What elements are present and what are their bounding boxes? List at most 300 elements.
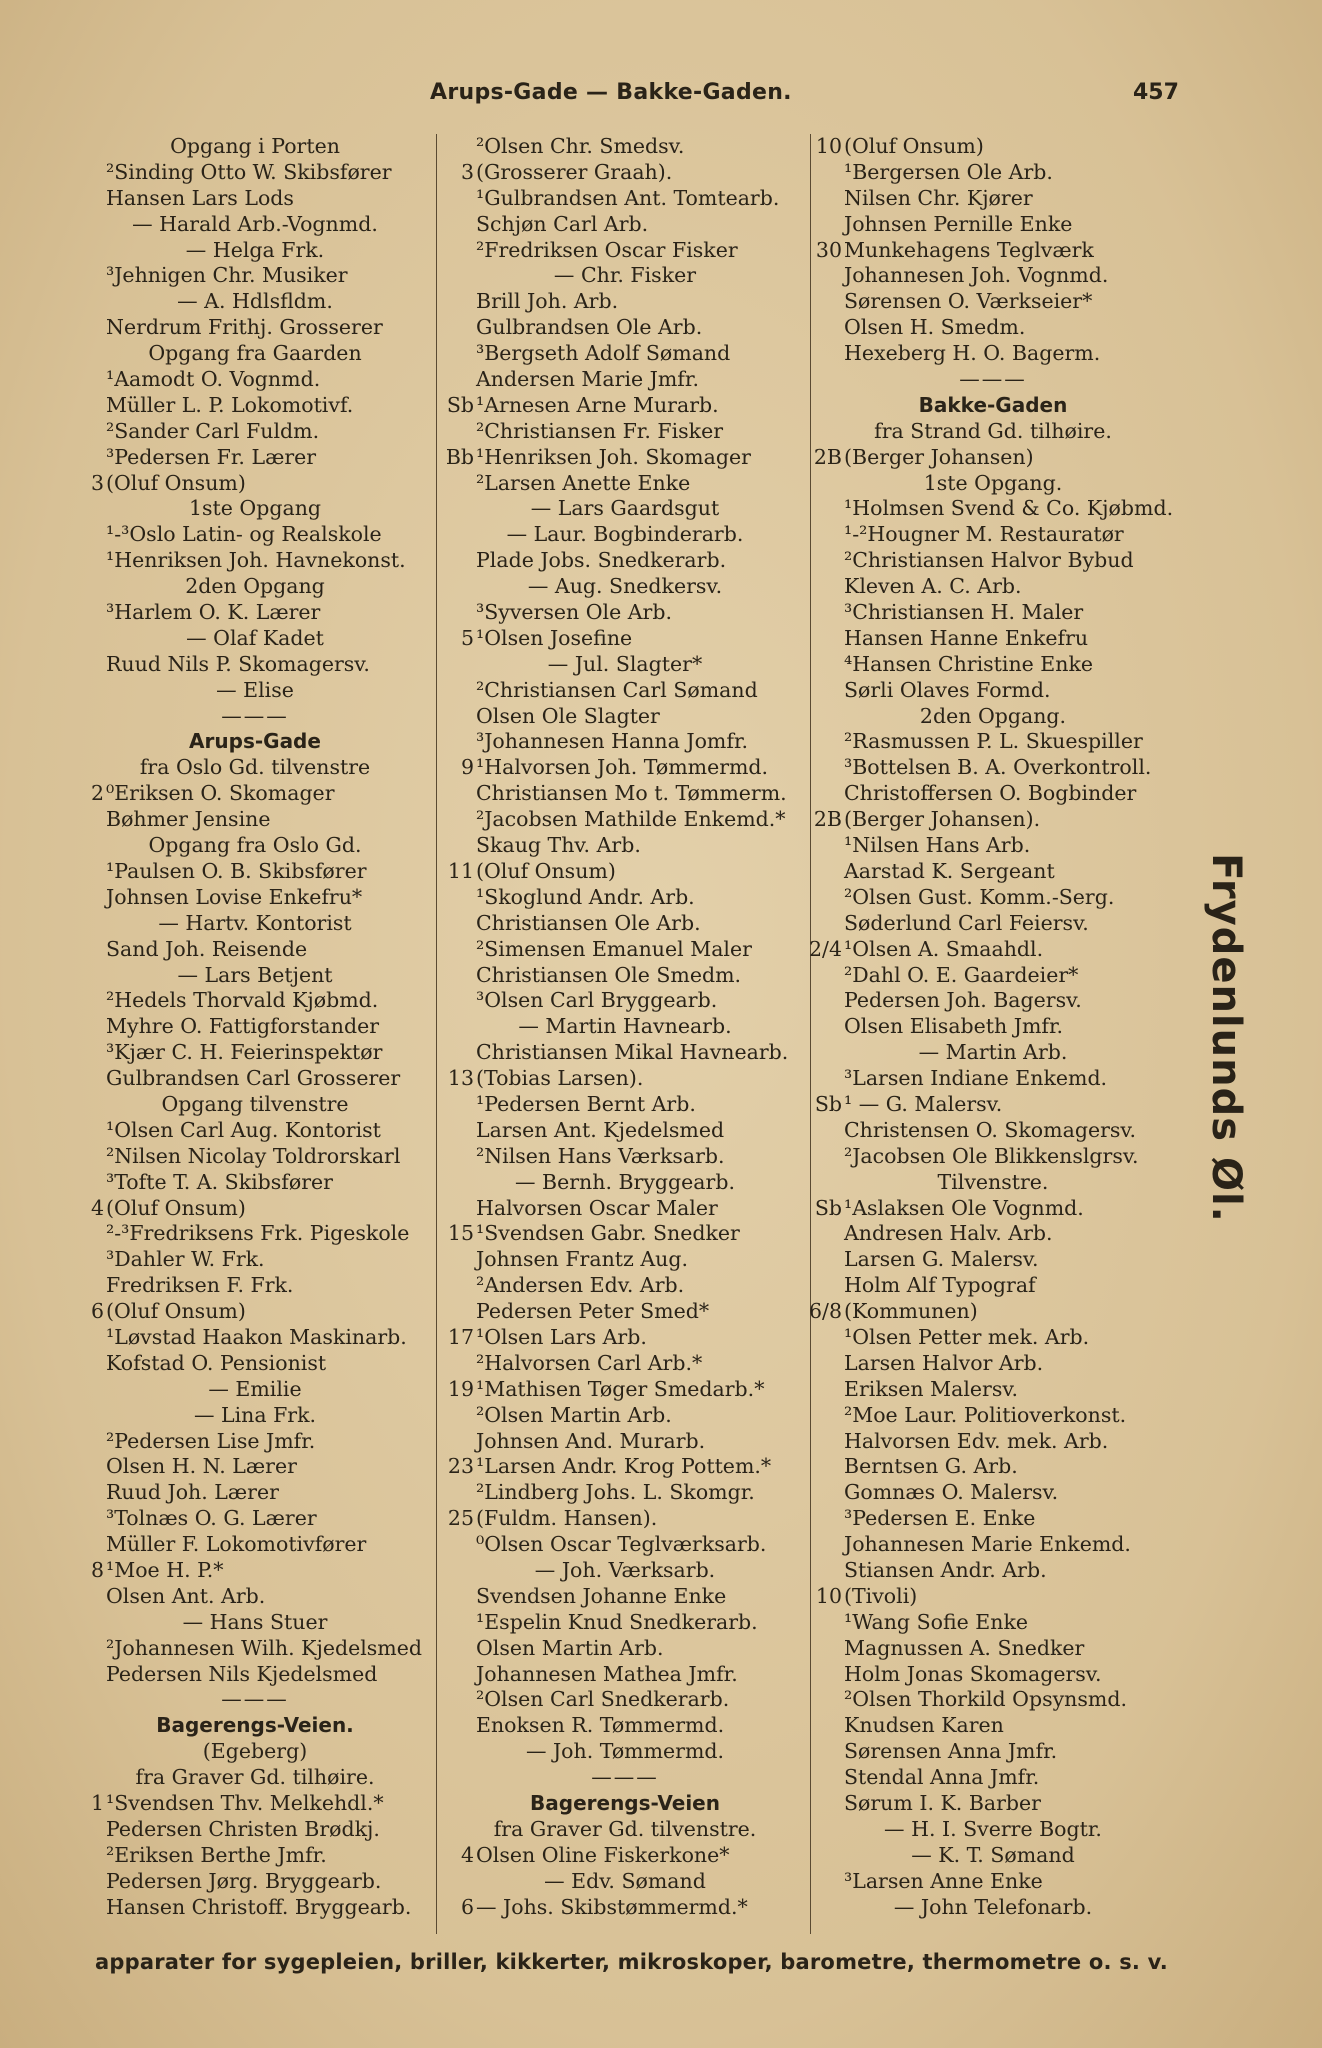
directory-entry	[440, 678, 810, 704]
directory-entry	[440, 755, 810, 781]
directory-entry	[70, 445, 440, 471]
entry-text: 2den Opgang	[185, 574, 325, 599]
directory-entry	[70, 1532, 440, 1558]
directory-entry	[440, 134, 810, 160]
directory-entry	[70, 419, 440, 445]
directory-entry	[440, 1299, 810, 1325]
directory-entry	[808, 1687, 1178, 1713]
directory-entry	[808, 1610, 1178, 1636]
entry-text: ³Kjær C. H. Feierinspektør	[106, 1040, 383, 1065]
directory-entry	[808, 1144, 1178, 1170]
directory-entry	[70, 937, 440, 963]
entry-text: Plade Jobs. Snedkerarb.	[476, 548, 727, 573]
directory-entry	[440, 1506, 810, 1532]
entry-text: Bagerengs-Veien.	[156, 1713, 354, 1738]
entry-text: Olsen Martin Arb.	[476, 1635, 664, 1660]
entry-text: fra Strand Gd. tilhøire.	[874, 418, 1112, 443]
entry-text: (Grosserer Graah).	[476, 159, 673, 184]
entry-text: ²Christiansen Halvor Bybud	[844, 548, 1134, 573]
entry-text: ²Moe Laur. Politioverkonst.	[844, 1402, 1127, 1427]
entry-text: ²-³Fredriksens Frk. Pigeskole	[106, 1221, 410, 1246]
house-number: 2	[90, 781, 104, 806]
entry-text: Opgang fra Gaarden	[148, 341, 362, 366]
house-number: 15	[447, 1221, 474, 1246]
entry-text: — Martin Arb.	[918, 1040, 1068, 1065]
directory-entry	[440, 160, 810, 186]
directory-entry	[440, 963, 810, 989]
directory-entry	[440, 212, 810, 238]
entry-text: Christiansen Ole Arb.	[476, 910, 701, 935]
entry-text: Johnsen Pernille Enke	[844, 211, 1073, 236]
entry-text: ¹Halvorsen Joh. Tømmermd.	[476, 755, 769, 780]
entry-text: Pedersen Christen Brødkj.	[106, 1816, 380, 1841]
house-number: 3	[460, 159, 474, 184]
entry-text: Holm Jonas Skomagersv.	[844, 1661, 1102, 1686]
entry-text: — Chr. Fisker	[553, 263, 697, 288]
house-number: Sb	[814, 1091, 842, 1116]
directory-entry	[70, 212, 440, 238]
entry-text: Pedersen Joh. Bagersv.	[844, 988, 1082, 1013]
section-heading	[70, 729, 440, 755]
directory-entry	[808, 1118, 1178, 1144]
entry-text: Munkehagens Teglværk	[844, 237, 1094, 262]
entry-text: ⁰Olsen Oscar Teglværksarb.	[476, 1532, 767, 1557]
column-3	[808, 134, 1178, 1920]
directory-entry	[70, 160, 440, 186]
directory-entry	[440, 367, 810, 393]
entry-text: Halvorsen Oscar Maler	[476, 1195, 718, 1220]
directory-entry	[440, 1144, 810, 1170]
entry-text: Andersen Marie Jmfr.	[476, 367, 699, 392]
house-number: 2B	[813, 807, 842, 832]
entry-text: ²Rasmussen P. L. Skuespiller	[844, 729, 1143, 754]
directory-entry	[808, 1196, 1178, 1222]
entry-text: — Jul. Slagter*	[547, 651, 703, 676]
entry-text: ³Pedersen E. Enke	[844, 1506, 1036, 1531]
directory-entry	[70, 1273, 440, 1299]
house-number: 8	[90, 1557, 104, 1582]
directory-entry	[440, 1273, 810, 1299]
entry-text: Eriksen Malersv.	[844, 1376, 1018, 1401]
house-number: 23	[447, 1454, 474, 1479]
house-number: 19	[447, 1376, 474, 1401]
entry-text: (Oluf Onsum)	[106, 1299, 246, 1324]
entry-text: Olsen Ole Slagter	[476, 703, 660, 728]
directory-entry	[808, 1040, 1178, 1066]
house-number: 13	[447, 1066, 474, 1091]
directory-entry	[70, 1377, 440, 1403]
directory-entry	[440, 1662, 810, 1688]
directory-entry	[808, 859, 1178, 885]
directory-entry	[440, 988, 810, 1014]
entry-text: ¹Olsen Lars Arb.	[476, 1324, 647, 1349]
directory-entry	[808, 911, 1178, 937]
directory-entry	[70, 1247, 440, 1273]
entry-text: ²Nilsen Hans Værksarb.	[476, 1143, 725, 1168]
directory-entry	[440, 1040, 810, 1066]
directory-entry	[440, 289, 810, 315]
directory-entry	[808, 1403, 1178, 1429]
entry-text: Gulbrandsen Carl Grosserer	[106, 1066, 401, 1091]
entry-text: Knudsen Karen	[844, 1713, 1004, 1738]
directory-entry	[70, 1299, 440, 1325]
directory-entry	[440, 1687, 810, 1713]
entry-text: ³Olsen Carl Bryggearb.	[476, 988, 718, 1013]
entry-text: — Harald Arb.-Vognmd.	[132, 211, 378, 236]
entry-text: Gomnæs O. Malersv.	[844, 1480, 1059, 1505]
directory-entry	[440, 341, 810, 367]
entry-text: — Helga Frk.	[185, 237, 325, 262]
entry-text: ¹Svendsen Thv. Melkehdl.*	[106, 1791, 384, 1815]
directory-entry	[440, 729, 810, 755]
entry-text: ²Olsen Thorkild Opsynsmd.	[844, 1687, 1127, 1712]
entry-text: Christensen O. Skomagersv.	[844, 1117, 1137, 1142]
entry-text: Tilvenstre.	[937, 1169, 1049, 1194]
directory-entry	[70, 600, 440, 626]
entry-text: — K. T. Sømand	[911, 1842, 1075, 1867]
entry-text: ³Christiansen H. Maler	[844, 600, 1084, 625]
entry-text: Stiansen Andr. Arb.	[844, 1557, 1047, 1582]
directory-entry	[440, 393, 810, 419]
entry-text: Aarstad K. Sergeant	[844, 858, 1055, 883]
entry-text: Christoffersen O. Bogbinder	[844, 781, 1137, 806]
directory-entry	[70, 341, 440, 367]
directory-entry	[808, 1325, 1178, 1351]
entry-text: ¹Larsen Andr. Krog Pottem.*	[476, 1454, 772, 1479]
directory-entry	[440, 781, 810, 807]
directory-entry	[70, 1144, 440, 1170]
directory-entry	[440, 1066, 810, 1092]
entry-text: — Joh. Tømmermd.	[525, 1739, 725, 1764]
entry-text: ¹Bergersen Ole Arb.	[844, 159, 1053, 184]
directory-entry	[440, 807, 810, 833]
directory-entry	[440, 1221, 810, 1247]
entry-text: — Johs. Skibstømmermd.*	[476, 1894, 748, 1919]
directory-entry	[70, 807, 440, 833]
house-number: 10	[815, 134, 842, 158]
directory-entry	[808, 445, 1178, 471]
directory-entry	[70, 186, 440, 212]
entry-text: ———	[221, 703, 289, 728]
directory-entry	[808, 937, 1178, 963]
directory-entry	[440, 445, 810, 471]
entry-text: Johnsen And. Murarb.	[476, 1428, 706, 1453]
entry-text: ¹Olsen A. Smaahdl.	[844, 936, 1044, 961]
directory-entry	[70, 238, 440, 264]
house-number: 2B	[813, 444, 842, 469]
entry-text: (Oluf Onsum)	[106, 470, 246, 495]
entry-text: ²Lindberg Johs. L. Skomgr.	[476, 1480, 755, 1505]
entry-text: Olsen H. Smedm.	[844, 315, 1026, 340]
directory-entry	[70, 548, 440, 574]
directory-entry	[70, 1196, 440, 1222]
entry-text: ²Olsen Gust. Komm.-Serg.	[844, 884, 1115, 909]
entry-text: Larsen Ant. Kjedelsmed	[476, 1117, 725, 1142]
section-heading	[440, 1791, 810, 1817]
entry-text: ²Andersen Edv. Arb.	[476, 1273, 685, 1298]
directory-entry	[808, 652, 1178, 678]
entry-text: ²Pedersen Lise Jmfr.	[106, 1428, 316, 1453]
entry-text: — Laur. Bogbinderarb.	[506, 522, 744, 547]
entry-text: ⁴Hansen Christine Enke	[844, 651, 1094, 676]
entry-text: ———	[221, 1687, 289, 1712]
entry-text: — Bernh. Bryggearb.	[515, 1169, 735, 1194]
entry-text: Kofstad O. Pensionist	[106, 1350, 327, 1375]
entry-text: — Emilie	[208, 1376, 302, 1401]
directory-entry	[70, 1480, 440, 1506]
entry-text: ¹Henriksen Joh. Skomager	[476, 444, 751, 469]
directory-entry	[440, 704, 810, 730]
directory-entry	[440, 471, 810, 497]
directory-entry	[808, 885, 1178, 911]
entry-text: ²Nilsen Nicolay Toldrorskarl	[106, 1143, 401, 1168]
entry-text: Sørli Olaves Formd.	[844, 677, 1051, 702]
directory-entry	[808, 1351, 1178, 1377]
entry-text: ²Simensen Emanuel Maler	[476, 936, 752, 961]
directory-entry	[808, 1636, 1178, 1662]
house-number: 6	[90, 1299, 104, 1324]
entry-text: Berntsen G. Arb.	[844, 1454, 1018, 1479]
entry-text: ¹Paulsen O. B. Skibsfører	[106, 858, 367, 883]
directory-entry	[808, 1221, 1178, 1247]
directory-entry	[440, 1118, 810, 1144]
directory-entry	[70, 963, 440, 989]
directory-entry	[70, 1584, 440, 1610]
entry-text: ³Larsen Indiane Enkemd.	[844, 1066, 1108, 1091]
entry-text: ———	[959, 367, 1027, 392]
section-separator	[70, 1687, 440, 1713]
entry-text: ²Olsen Martin Arb.	[476, 1402, 672, 1427]
entry-text: ⁰Eriksen O. Skomager	[106, 781, 335, 806]
entry-text: ³Tolnæs O. G. Lærer	[106, 1506, 317, 1531]
entry-text: ¹Løvstad Haakon Maskinarb.	[106, 1324, 407, 1349]
directory-entry	[808, 522, 1178, 548]
entry-text: Müller F. Lokomotivfører	[106, 1532, 367, 1557]
directory-entry	[70, 496, 440, 522]
directory-entry	[70, 1791, 440, 1817]
directory-entry	[808, 1895, 1178, 1921]
entry-text: ¹Henriksen Joh. Havnekonst.	[106, 548, 406, 573]
directory-entry	[440, 911, 810, 937]
entry-text: fra Graver Gd. tilvenstre.	[493, 1816, 757, 1841]
directory-entry	[808, 1869, 1178, 1895]
entry-text: ³Dahler W. Frk.	[106, 1247, 265, 1272]
house-number: 11	[447, 858, 474, 883]
entry-text: ²Larsen Anette Enke	[476, 470, 691, 495]
entry-text: ———	[591, 1765, 659, 1790]
directory-entry	[70, 1170, 440, 1196]
entry-text: Christiansen Mikal Havnearb.	[476, 1040, 789, 1065]
entry-text: ¹-³Oslo Latin- og Realskole	[106, 522, 382, 547]
directory-entry	[440, 522, 810, 548]
directory-entry	[808, 626, 1178, 652]
directory-entry	[808, 1377, 1178, 1403]
directory-entry	[808, 1843, 1178, 1869]
column-1	[70, 134, 440, 1920]
directory-entry	[808, 755, 1178, 781]
entry-text: Myhre O. Fattigforstander	[106, 1014, 380, 1039]
column-2	[440, 134, 810, 1920]
directory-entry	[70, 755, 440, 781]
directory-entry	[440, 1377, 810, 1403]
directory-entry	[440, 652, 810, 678]
entry-text: (Tivoli)	[844, 1583, 918, 1608]
directory-entry	[808, 781, 1178, 807]
directory-entry	[70, 1843, 440, 1869]
directory-entry	[808, 186, 1178, 212]
entry-text: Sørensen O. Værkseier*	[844, 289, 1093, 314]
entry-text: ¹Skoglund Andr. Arb.	[476, 884, 695, 909]
entry-text: Bøhmer Jensine	[106, 807, 271, 832]
directory-entry	[808, 807, 1178, 833]
house-number: 1	[90, 1791, 104, 1815]
entry-text: Christiansen Mo t. Tømmerm.	[476, 781, 787, 806]
house-number: 4	[460, 1842, 474, 1867]
directory-entry	[808, 963, 1178, 989]
directory-entry	[70, 1221, 440, 1247]
entry-text: Pedersen Jørg. Bryggearb.	[106, 1868, 382, 1893]
entry-text: — H. I. Sverre Bogtr.	[884, 1816, 1102, 1841]
entry-text: — Aug. Snedkersv.	[527, 574, 723, 599]
directory-entry	[440, 1403, 810, 1429]
directory-entry	[70, 1506, 440, 1532]
directory-entry	[70, 134, 440, 160]
entry-text: ¹Holmsen Svend & Co. Kjøbmd.	[844, 496, 1174, 521]
entry-text: — Martin Havnearb.	[518, 1014, 732, 1039]
entry-text: Hansen Hanne Enkefru	[844, 625, 1089, 650]
directory-entry	[70, 1092, 440, 1118]
entry-text: (Tobias Larsen).	[476, 1066, 644, 1091]
house-number: 6	[460, 1894, 474, 1919]
directory-entry	[808, 833, 1178, 859]
entry-text: Sørum I. K. Barber	[844, 1791, 1041, 1815]
entry-text: (Egeberg)	[202, 1739, 308, 1764]
entry-text: Bakke-Gaden	[918, 392, 1068, 417]
directory-entry	[70, 1118, 440, 1144]
entry-text: 1ste Opgang.	[923, 470, 1063, 495]
directory-entry	[70, 911, 440, 937]
entry-text: ¹Svendsen Gabr. Snedker	[476, 1221, 740, 1246]
directory-entry	[440, 1480, 810, 1506]
directory-entry	[70, 859, 440, 885]
entry-text: ²Eriksen Berthe Jmfr.	[106, 1842, 327, 1867]
directory-entry	[440, 626, 810, 652]
house-number: Sb	[446, 392, 474, 417]
directory-entry	[70, 1454, 440, 1480]
entry-text: ¹Olsen Josefine	[476, 625, 633, 650]
entry-text: — Lars Gaardsgut	[530, 496, 720, 521]
entry-text: Johannesen Mathea Jmfr.	[476, 1661, 738, 1686]
directory-entry	[440, 1247, 810, 1273]
directory-entry	[70, 1014, 440, 1040]
entry-text: ¹ — G. Malersv.	[844, 1091, 1003, 1116]
directory-entry	[440, 419, 810, 445]
entry-text: (Kommunen)	[844, 1299, 978, 1324]
entry-text: (Oluf Onsum)	[844, 134, 984, 158]
directory-entry	[70, 289, 440, 315]
directory-entry	[440, 859, 810, 885]
directory-entry	[808, 1480, 1178, 1506]
directory-entry	[808, 1739, 1178, 1765]
entry-text: Arups-Gade	[189, 729, 321, 754]
directory-entry	[808, 341, 1178, 367]
directory-entry	[70, 574, 440, 600]
directory-entry	[70, 263, 440, 289]
entry-text: Johnsen Lovise Enkefru*	[106, 884, 363, 909]
house-number: 6/8	[809, 1299, 842, 1324]
entry-text: ¹Olsen Carl Aug. Kontorist	[106, 1117, 381, 1142]
entry-text: (Oluf Onsum)	[476, 858, 616, 883]
entry-text: ¹Pedersen Bernt Arb.	[476, 1091, 696, 1116]
house-number: 9	[460, 755, 474, 780]
directory-entry	[808, 160, 1178, 186]
entry-text: ¹Wang Sofie Enke	[844, 1609, 1028, 1634]
entry-text: Larsen G. Malersv.	[844, 1247, 1039, 1272]
directory-entry	[808, 729, 1178, 755]
entry-text: Nerdrum Frithj. Grosserer	[106, 315, 383, 340]
entry-text: ¹Aslaksen Ole Vognmd.	[844, 1195, 1084, 1220]
directory-entry	[70, 1869, 440, 1895]
directory-entry	[440, 1817, 810, 1843]
entry-text: Andresen Halv. Arb.	[844, 1221, 1053, 1246]
directory-entry	[808, 212, 1178, 238]
directory-entry	[70, 1739, 440, 1765]
entry-text: Halvorsen Edv. mek. Arb.	[844, 1428, 1109, 1453]
entry-text: ¹-²Hougner M. Restauratør	[844, 522, 1124, 547]
directory-entry	[440, 1713, 810, 1739]
directory-entry	[70, 833, 440, 859]
house-number: 10	[815, 1583, 842, 1608]
entry-text: ¹Aamodt O. Vognmd.	[106, 367, 321, 392]
entry-text: ³Johannesen Hanna Jomfr.	[476, 729, 749, 754]
entry-text: ²Fredriksen Oscar Fisker	[476, 237, 738, 262]
entry-text: Fredriksen F. Frk.	[106, 1273, 294, 1298]
directory-entry	[70, 678, 440, 704]
directory-entry	[808, 1454, 1178, 1480]
entry-text: ²Olsen Carl Snedkerarb.	[476, 1687, 730, 1712]
directory-entry	[808, 1299, 1178, 1325]
directory-entry	[440, 600, 810, 626]
entry-text: Olsen Ant. Arb.	[106, 1583, 266, 1608]
directory-entry	[808, 1506, 1178, 1532]
entry-text: Opgang tilvenstre	[161, 1091, 349, 1116]
entry-text: Müller L. P. Lokomotivf.	[106, 392, 354, 417]
directory-entry	[70, 1895, 440, 1921]
directory-entry	[808, 600, 1178, 626]
entry-text: Magnussen A. Snedker	[844, 1635, 1085, 1660]
directory-entry	[808, 1791, 1178, 1817]
directory-entry	[440, 238, 810, 264]
directory-entry	[808, 1532, 1178, 1558]
directory-entry	[70, 988, 440, 1014]
entry-text: ²Christiansen Carl Sømand	[476, 677, 758, 702]
entry-text: ²Halvorsen Carl Arb.*	[476, 1350, 703, 1375]
section-heading	[808, 393, 1178, 419]
directory-entry	[70, 471, 440, 497]
directory-entry	[808, 1092, 1178, 1118]
directory-entry	[808, 988, 1178, 1014]
directory-entry	[440, 885, 810, 911]
directory-entry	[808, 1713, 1178, 1739]
entry-text: Kleven A. C. Arb.	[844, 574, 1022, 599]
entry-text: ¹Espelin Knud Snedkerarb.	[476, 1609, 758, 1634]
entry-text: (Berger Johansen)	[844, 444, 1034, 469]
house-number: 5	[460, 625, 474, 650]
directory-entry	[440, 1014, 810, 1040]
side-advertisement-text: Frydenlunds Øl.	[1203, 853, 1249, 1223]
entry-text: Johannesen Joh. Vognmd.	[844, 263, 1109, 288]
entry-text: Johnsen Frantz Aug.	[476, 1247, 688, 1272]
